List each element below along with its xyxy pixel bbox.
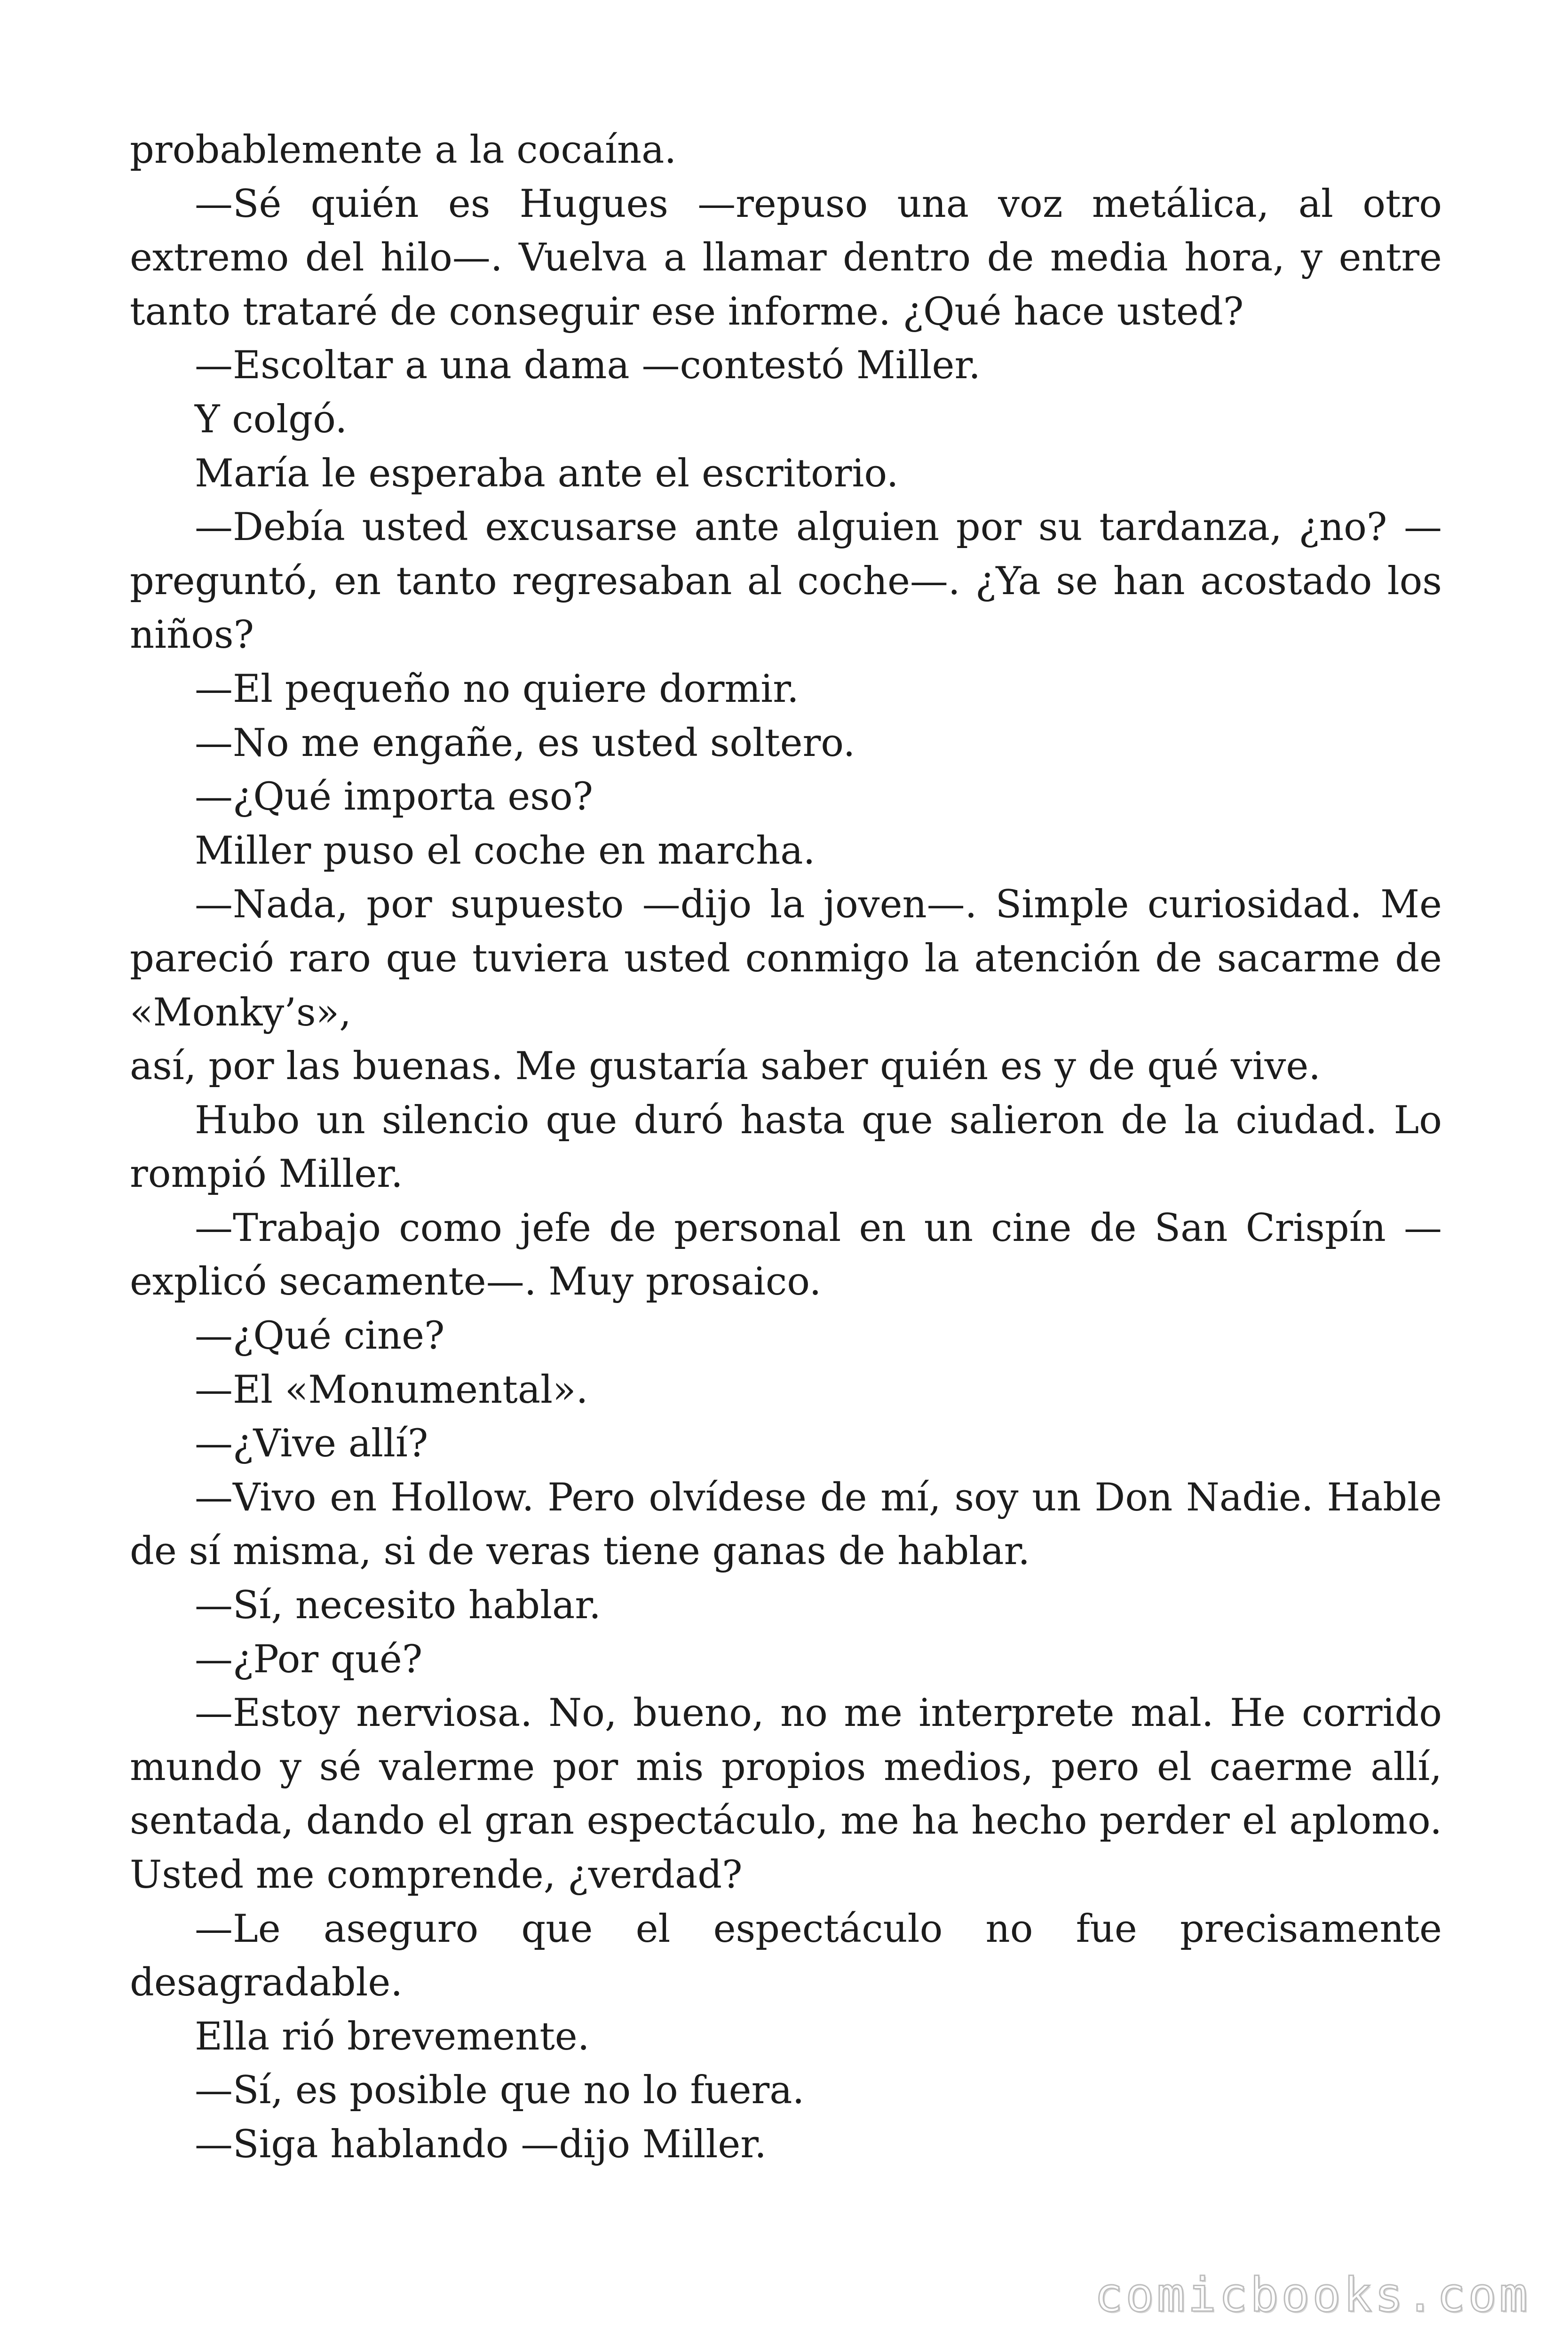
paragraph: —Siga hablando —dijo Miller.: [195, 2122, 767, 2167]
paragraph: —¿Qué importa eso?: [195, 775, 594, 819]
paragraph: —Le aseguro que el espectáculo no fue precisamente desagradable.: [130, 1907, 1442, 2005]
paragraph: —¿Qué cine?: [195, 1314, 445, 1359]
paragraph: —Debía usted excusarse ante alguien por su tardanza, ¿no? —preguntó, en tanto regresaban al coche—. ¿Ya se han acostado los niños?: [130, 505, 1442, 658]
paragraph: —¿Vive allí?: [195, 1422, 428, 1466]
paragraph: Ella rió brevemente.: [195, 2014, 590, 2059]
paragraph: —Vivo en Hollow. Pero olvídese de mí, soy un Don Nadie. Hable de sí misma, si de veras tiene ganas de hablar.: [130, 1475, 1442, 1574]
paragraph: probablemente a la cocaína.: [130, 128, 677, 172]
paragraph: —El pequeño no quiere dormir.: [195, 667, 799, 711]
paragraph: Miller puso el coche en marcha.: [195, 828, 816, 873]
paragraph: —Trabajo como jefe de personal en un cine de San Crispín —explicó secamente—. Muy prosaico.: [130, 1206, 1442, 1304]
paragraph: Hubo un silencio que duró hasta que salieron de la ciudad. Lo rompió Miller.: [130, 1098, 1442, 1197]
paragraph: María le esperaba ante el escritorio.: [195, 451, 899, 496]
paragraph: —Escoltar a una dama —contestó Miller.: [195, 343, 981, 388]
watermark: comicbooks.com: [1094, 2267, 1530, 2322]
paragraph: —No me engañe, es usted soltero.: [195, 721, 855, 765]
paragraph: —El «Monumental».: [195, 1367, 588, 1412]
paragraph: —Sí, es posible que no lo fuera.: [195, 2068, 805, 2113]
page-body: [130, 123, 1442, 2172]
paragraph: —¿Por qué?: [195, 1637, 423, 1682]
paragraph: Y colgó.: [195, 397, 348, 442]
paragraph: —Estoy nerviosa. No, bueno, no me interprete mal. He corrido mundo y sé valerme por mis propios medios, pero el caerme allí, sentada, dando el gran espectáculo, me ha hecho perder el aplomo. Usted me comprende, ¿verdad?: [130, 1691, 1442, 1897]
paragraph: así, por las buenas. Me gustaría saber quién es y de qué vive.: [130, 1044, 1321, 1089]
paragraph: —Sí, necesito hablar.: [195, 1583, 601, 1628]
paragraph: —Sé quién es Hugues —repuso una voz metálica, al otro extremo del hilo—. Vuelva a llamar dentro de media hora, y entre tanto trataré de conseguir ese informe. ¿Qué hace usted?: [130, 182, 1442, 334]
paragraph: —Nada, por supuesto —dijo la joven—. Simple curiosidad. Me pareció raro que tuviera usted conmigo la atención de sacarme de «Monky’s»,: [130, 882, 1442, 1035]
